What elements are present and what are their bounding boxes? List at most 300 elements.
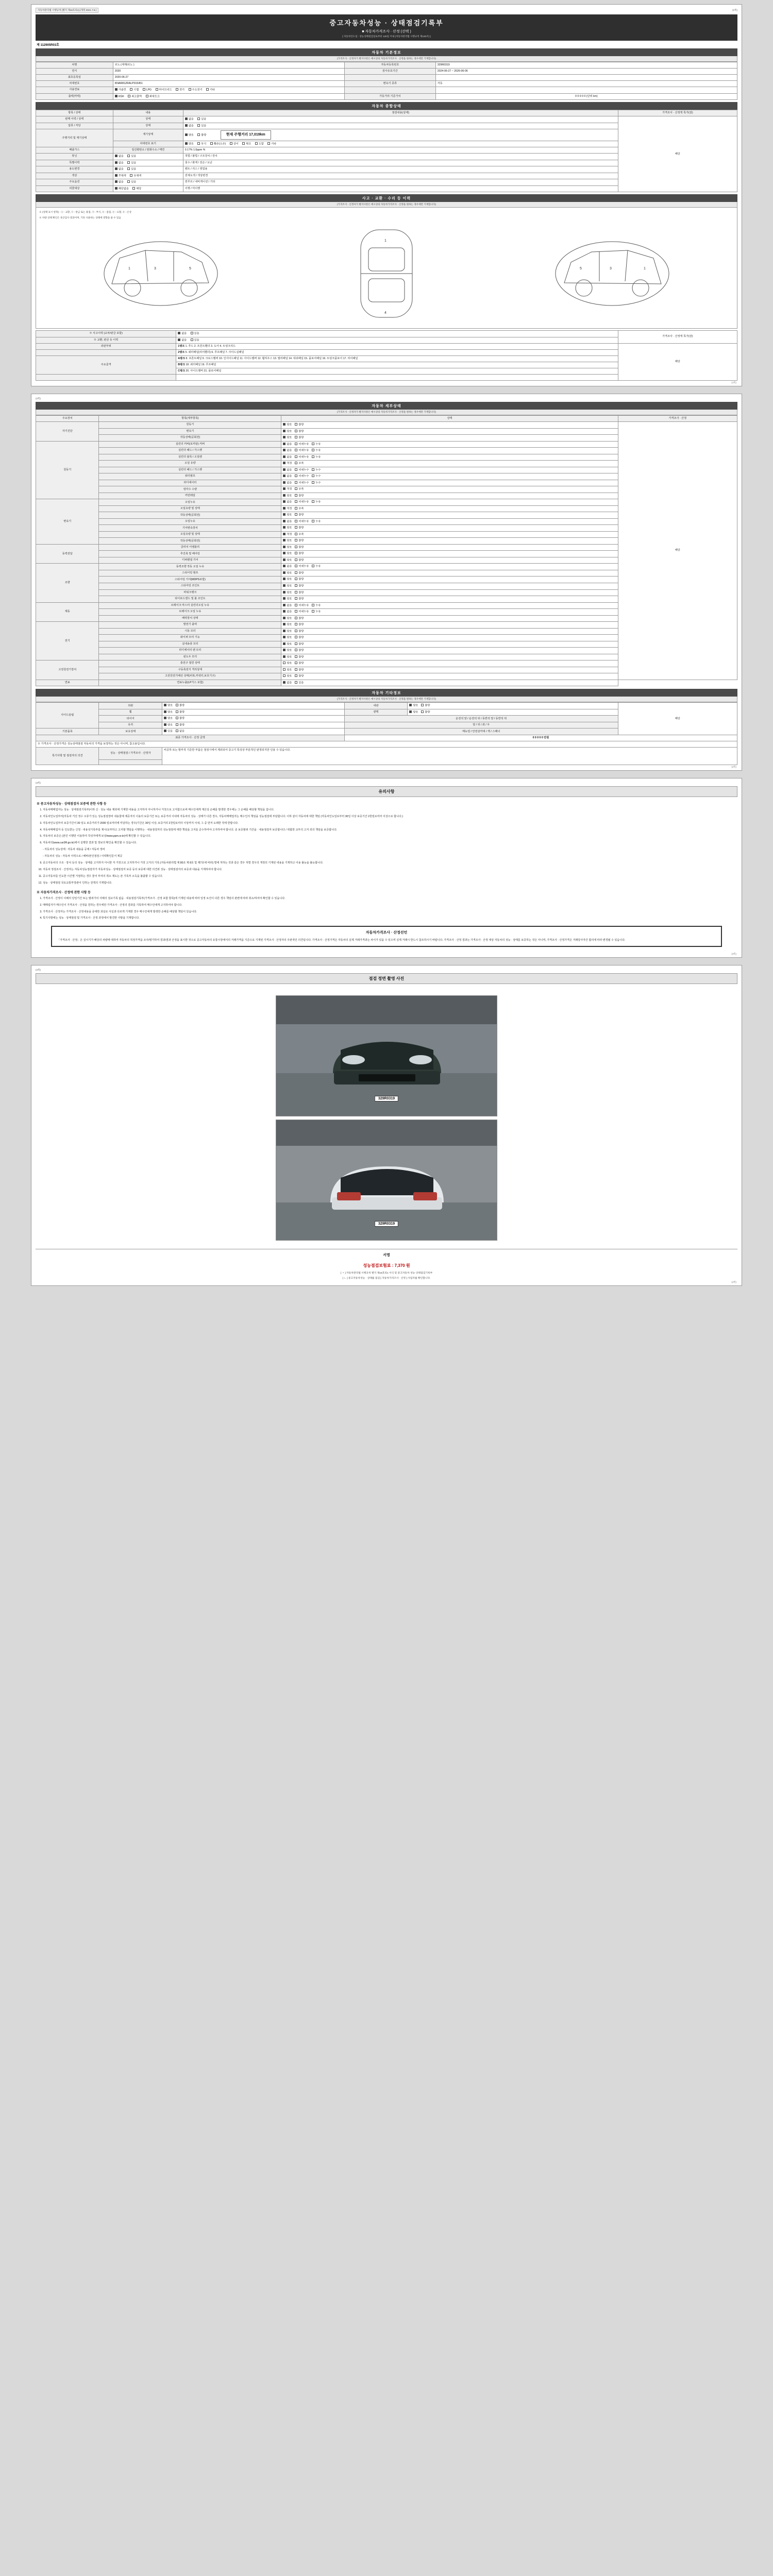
checkbox-opt-a[interactable] xyxy=(283,674,292,679)
checkbox-opt-b[interactable] xyxy=(295,578,304,582)
parts-group-0-rank2 xyxy=(176,350,618,356)
svg-text:3: 3 xyxy=(609,266,612,270)
checkbox-opt-b[interactable] xyxy=(295,513,304,517)
rank-label: 1랭크 xyxy=(178,345,185,348)
checkbox-label: 양호 xyxy=(287,674,292,678)
item-state xyxy=(281,673,618,680)
field-label-first-reg: 최초등록일 xyxy=(36,75,113,81)
item-label: 동력조향 작동 오일 누유 xyxy=(99,564,281,570)
checkbox-opt-b[interactable] xyxy=(295,436,304,440)
checkbox-opt-a[interactable] xyxy=(283,423,292,427)
checkbox-opt-a[interactable] xyxy=(283,430,292,434)
checkbox-label: 부족 xyxy=(298,507,304,511)
checkbox-opt-b[interactable] xyxy=(295,623,304,627)
checkbox-opt-a[interactable] xyxy=(283,642,292,647)
checkbox-opt-a[interactable] xyxy=(283,578,292,582)
checkbox-opt-a[interactable] xyxy=(283,520,292,524)
checkbox-vin-1[interactable] xyxy=(197,142,206,146)
checkbox-opt-a[interactable] xyxy=(283,552,292,556)
checkbox-opt-b[interactable] xyxy=(295,649,304,653)
rank-label: A랭크 xyxy=(178,357,185,361)
checkbox-opt-a[interactable] xyxy=(283,533,292,537)
checkbox-label: 있음 xyxy=(201,117,207,121)
checkbox-opt-c[interactable] xyxy=(312,520,321,524)
checkbox-opt-c[interactable] xyxy=(312,481,321,485)
checkbox-label: HSH xyxy=(118,95,124,98)
checkbox-opt-c[interactable] xyxy=(312,474,321,479)
form-reference-note: 자동차관리법 시행규칙 [별지 제16호의1] (개정 2021.7.6.) xyxy=(36,8,98,13)
checkbox-opt-c[interactable] xyxy=(312,500,321,504)
checkbox-opt-b[interactable] xyxy=(295,546,304,550)
row-sub-2: 계기상태 xyxy=(113,129,183,141)
checkbox-opt-a[interactable] xyxy=(283,443,292,447)
checkbox-opt-b[interactable] xyxy=(295,597,304,601)
checkbox-opt-a[interactable] xyxy=(283,623,292,627)
checkbox-opt-b[interactable] xyxy=(295,423,304,427)
checkbox-label: 미세누유 xyxy=(298,604,309,607)
parts-price-value: 해당 xyxy=(618,344,737,381)
checkbox-label: 미세누수 xyxy=(298,474,309,478)
checkbox-fuel-5[interactable] xyxy=(189,88,203,92)
checkbox-opt-c[interactable] xyxy=(312,565,321,569)
checkbox-label: 불량 xyxy=(298,571,304,575)
checkbox-opt-a[interactable] xyxy=(283,462,292,466)
checkbox-opt-b[interactable] xyxy=(295,443,309,447)
checkbox-simple-yes[interactable] xyxy=(191,338,199,343)
checkbox-opt-a[interactable] xyxy=(283,617,292,621)
item-label: 스티어링 조인트 xyxy=(99,583,281,590)
checkbox-opt-a[interactable] xyxy=(164,717,173,721)
checkbox-opt-a[interactable] xyxy=(283,494,292,498)
checkbox-opt-c[interactable] xyxy=(312,604,321,608)
checkbox-label: 불량 xyxy=(298,636,304,639)
checkbox-opt-b[interactable] xyxy=(421,704,430,708)
sheet-header-row xyxy=(36,8,737,13)
checkbox-fuel-1[interactable] xyxy=(130,88,139,92)
checkbox-opt-b[interactable] xyxy=(295,487,304,492)
table-row xyxy=(36,69,737,75)
checkbox-label: 불량 xyxy=(298,584,304,588)
checkbox-label: 양호 xyxy=(287,513,292,517)
checkbox-icon xyxy=(127,180,130,183)
checkbox-opt-a[interactable] xyxy=(283,546,292,550)
list-item: 3. 가격조사 · 산정자는 가격조사 · 산정내용을 중대한 과실로 사실과 다르게 기재한 경우 매수인에게 발생한 손해를 배상할 책임이 있습니다. xyxy=(43,910,737,914)
checkbox-icon xyxy=(295,558,297,561)
checkbox-opt-a[interactable] xyxy=(164,704,173,708)
item-state xyxy=(281,422,618,429)
checkbox-opt-a[interactable] xyxy=(409,704,418,708)
checkbox-label: 미세누수 xyxy=(298,468,309,472)
checkbox-label: 양호 xyxy=(287,591,292,595)
page-label-2-top: (2쪽) xyxy=(36,397,41,400)
checkbox-opt-c[interactable] xyxy=(312,468,321,472)
other-price-value: 해당 xyxy=(618,703,737,735)
checkbox-opt-b[interactable] xyxy=(132,187,141,191)
col-header-price: 가격조사 · 산정액 특가(감) xyxy=(618,110,737,116)
checkbox-icon xyxy=(164,717,166,719)
checkbox-power-1[interactable] xyxy=(128,95,142,99)
checkbox-vin-2[interactable] xyxy=(210,142,226,146)
checkbox-opt-b[interactable] xyxy=(295,558,304,563)
page-footer-4: (4쪽) xyxy=(731,1281,736,1284)
checkbox-label: 양호 xyxy=(167,717,173,720)
checkbox-opt-a[interactable] xyxy=(115,187,129,191)
parts-blank-label xyxy=(36,375,176,381)
checkbox-opt-a[interactable] xyxy=(283,681,292,685)
checkbox-opt-b[interactable] xyxy=(295,630,304,634)
row-note-6: 침수 / 화재 / 전손 / 도난 xyxy=(183,160,618,166)
checkbox-opt-b[interactable] xyxy=(295,674,304,679)
checkbox-opt-a[interactable] xyxy=(283,668,292,672)
checkbox-opt-b[interactable] xyxy=(295,520,309,524)
basic-items-label: 기본품목 xyxy=(36,728,99,735)
checkbox-icon xyxy=(283,481,285,484)
checkbox-opt-b[interactable] xyxy=(295,539,304,543)
item-label: 고전원전기배선 상태(피복,커넥터,보호기구) xyxy=(99,673,281,680)
checkbox-opt-a[interactable] xyxy=(283,487,292,492)
checkbox-icon xyxy=(312,443,314,445)
checkbox-opt-a[interactable] xyxy=(115,174,126,178)
checkbox-opt-a[interactable] xyxy=(283,584,292,588)
checkbox-opt-a[interactable] xyxy=(283,513,292,517)
checkbox-opt-b[interactable] xyxy=(295,636,304,640)
checkbox-icon xyxy=(128,95,130,97)
checkbox-icon xyxy=(295,520,297,522)
checkbox-opt-b[interactable] xyxy=(197,133,206,138)
checkbox-opt-c[interactable] xyxy=(312,443,321,447)
item-label: 작동상태(공회전) xyxy=(99,435,281,442)
checkbox-icon xyxy=(185,117,188,120)
subitem-state xyxy=(162,716,344,722)
list-item: 11. 중고자동차를 인도한 시간별 거절하는 경우 물어 부여의 취소 제도는 본 기록부 소득을 불출할 수 있습니다. xyxy=(43,874,737,879)
checkbox-icon xyxy=(176,730,178,732)
total-price-label: 최종 가격조사 · 산정 금액 xyxy=(36,735,345,741)
checkbox-icon xyxy=(295,481,297,484)
checkbox-accident-yes[interactable] xyxy=(191,332,199,336)
checkbox-opt-a[interactable] xyxy=(283,591,292,595)
checkbox-label: 불량 xyxy=(298,597,304,601)
checkbox-icon xyxy=(295,487,297,490)
checkbox-icon xyxy=(255,142,258,145)
checkbox-opt-a[interactable] xyxy=(185,117,194,122)
checkbox-opt-b[interactable] xyxy=(295,430,304,434)
checkbox-icon xyxy=(283,674,285,677)
checkbox-opt-a[interactable] xyxy=(283,610,292,614)
checkbox-opt-b[interactable] xyxy=(295,552,304,556)
checkbox-opt-a[interactable] xyxy=(283,526,292,530)
checkbox-icon xyxy=(295,617,297,619)
checkbox-opt-b[interactable] xyxy=(295,449,309,453)
checkbox-opt-b[interactable] xyxy=(421,710,430,715)
checkbox-opt-a[interactable] xyxy=(283,630,292,634)
checkbox-icon xyxy=(230,142,232,145)
svg-text:1: 1 xyxy=(128,266,131,270)
checkbox-label: 불량 xyxy=(298,423,304,427)
checkbox-opt-a[interactable] xyxy=(283,571,292,575)
item-label: 원동기 xyxy=(99,422,281,429)
group-label-electric: 전기 xyxy=(36,622,99,660)
checkbox-opt-c[interactable] xyxy=(312,610,321,614)
checkbox-power-0[interactable] xyxy=(115,95,124,99)
checkbox-vin-6[interactable] xyxy=(267,142,276,146)
checkbox-opt-a[interactable] xyxy=(283,468,292,472)
checkbox-opt-b[interactable] xyxy=(295,655,304,659)
accident-history-table xyxy=(36,330,737,381)
checkbox-label: 불량 xyxy=(298,662,304,665)
svg-text:5: 5 xyxy=(579,266,582,270)
group-label-transmission: 변속기 xyxy=(36,499,99,545)
checkbox-vin-0[interactable] xyxy=(185,142,194,146)
checkbox-opt-a[interactable] xyxy=(185,124,194,128)
checkbox-opt-a[interactable] xyxy=(164,710,173,715)
checkbox-label: 없음 xyxy=(287,449,292,452)
checkbox-icon xyxy=(283,604,285,606)
checkbox-label: 없음 xyxy=(118,155,124,158)
item-state xyxy=(281,660,618,667)
checkbox-icon xyxy=(295,507,297,510)
checkbox-simple-none[interactable] xyxy=(178,338,187,343)
fee-value: 7,370 원 xyxy=(394,1263,410,1268)
checkbox-icon xyxy=(283,507,285,510)
checkbox-vin-3[interactable] xyxy=(230,142,239,146)
checkbox-opt-a[interactable] xyxy=(164,723,173,727)
checkbox-icon xyxy=(191,332,193,334)
checkbox-label: 없음 xyxy=(287,481,292,485)
subitem-state xyxy=(162,703,344,709)
col-header-state: 점검내용(상태) xyxy=(183,110,618,116)
checkbox-label: 미세누유 xyxy=(298,455,309,459)
checkbox-label: 누유 xyxy=(315,449,321,452)
checkbox-opt-b[interactable] xyxy=(295,584,304,588)
checkbox-icon xyxy=(191,338,193,341)
checkbox-icon xyxy=(267,142,270,145)
checkbox-icon xyxy=(115,174,117,177)
item-state xyxy=(281,667,618,673)
checkbox-opt-a[interactable] xyxy=(283,481,292,485)
checkbox-opt-b[interactable] xyxy=(176,704,184,708)
checkbox-icon xyxy=(176,723,178,726)
item-label: 오일유량 및 상태 xyxy=(99,531,281,538)
checkbox-icon xyxy=(295,604,297,606)
document-title-band xyxy=(36,14,737,41)
checkbox-opt-c[interactable] xyxy=(312,449,321,453)
checkbox-opt-a[interactable] xyxy=(185,133,194,138)
checkbox-opt-b[interactable] xyxy=(295,610,309,614)
field-label-year: 연식 xyxy=(36,69,113,75)
checkbox-label: 적정 xyxy=(287,462,292,465)
checkbox-opt-b[interactable] xyxy=(176,730,184,734)
checkbox-opt-a[interactable] xyxy=(283,662,292,666)
checkbox-label: 기타 xyxy=(271,142,277,146)
checkbox-opt-b[interactable] xyxy=(295,668,304,672)
checkbox-icon xyxy=(295,662,297,664)
list-item: 4. 자동차매매업자 등 인도받는 신청 · 내용성기록부를 제시/교부하고 고지할 책임을 이행하는 · 내용점검자의 성능점검에 대한 책임을 고지를 준수하여야 고지하여야 합니다. 중 보증범위 기간을 · 내용점검자 보증합니다 / 취합한 교부의 고지 외의 책임을 보증합니다. xyxy=(43,828,737,833)
checkbox-opt-b[interactable] xyxy=(127,161,136,165)
checkbox-opt-b[interactable] xyxy=(295,494,304,498)
checkbox-opt-b[interactable] xyxy=(295,681,304,685)
checkbox-opt-a[interactable] xyxy=(283,558,292,563)
checkbox-opt-b[interactable] xyxy=(295,662,304,666)
checkbox-opt-a[interactable] xyxy=(283,507,292,511)
section-overall-state-bar: 자동차 종합상태 xyxy=(36,102,737,110)
car-diagram-top-view xyxy=(340,222,433,325)
checkbox-label: 있음 xyxy=(131,167,137,171)
checkbox-opt-b[interactable] xyxy=(295,474,309,479)
checkbox-opt-a[interactable] xyxy=(283,655,292,659)
checkbox-opt-b[interactable] xyxy=(295,462,304,466)
checkbox-icon xyxy=(283,558,285,561)
item-state xyxy=(281,525,618,532)
checkbox-opt-a[interactable] xyxy=(283,474,292,479)
checkbox-icon xyxy=(176,88,178,91)
checkbox-label: 적정 xyxy=(287,487,292,491)
checkbox-opt-a[interactable] xyxy=(115,180,124,184)
checkbox-opt-b[interactable] xyxy=(295,604,309,608)
checkbox-label: 없음 xyxy=(188,117,194,121)
checkbox-opt-b[interactable] xyxy=(295,455,309,460)
checkbox-icon xyxy=(283,668,285,671)
front-plate-number: 329R0319 xyxy=(375,1096,398,1101)
checkbox-opt-a[interactable] xyxy=(283,649,292,653)
subitem-label-b: 광택 xyxy=(344,709,407,716)
checkbox-accident-none[interactable] xyxy=(178,332,187,336)
checkbox-opt-a[interactable] xyxy=(164,730,173,734)
checkbox-label: 양호 xyxy=(287,423,292,427)
checkbox-fuel-4[interactable] xyxy=(176,88,184,92)
checkbox-opt-a[interactable] xyxy=(283,449,292,453)
checkbox-opt-b[interactable] xyxy=(295,571,304,575)
row-label-8: 색상 xyxy=(36,173,113,179)
checkbox-opt-a[interactable] xyxy=(115,161,124,165)
checkbox-icon xyxy=(185,133,188,136)
parts-group-1-rankA xyxy=(176,356,618,362)
tire-position-note: 운전석 앞 / 운전석 뒤 / 동반석 앞 / 동반석 뒤 xyxy=(344,716,618,722)
checkbox-opt-b[interactable] xyxy=(295,591,304,595)
special-note-sub: 성능 · 상태점검 / 가격조사 · 산정자 xyxy=(99,747,162,759)
checkbox-label: 양호 xyxy=(167,710,173,714)
checkbox-icon xyxy=(295,655,297,658)
checkbox-icon xyxy=(409,704,412,706)
checkbox-opt-b[interactable] xyxy=(295,526,304,530)
checkbox-icon xyxy=(283,584,285,587)
checkbox-icon xyxy=(197,142,200,145)
table-row xyxy=(36,422,737,429)
list-item: 6. 자동차의(www.car3R.go.kr)에서 실행한 결과 및 정보의 확인을 확인할 수 있습니다. xyxy=(43,841,737,845)
item-state xyxy=(281,435,618,442)
checkbox-opt-b[interactable] xyxy=(295,500,309,504)
checkbox-opt-b[interactable] xyxy=(176,723,184,727)
checkbox-opt-b[interactable] xyxy=(295,507,304,511)
checkbox-opt-a[interactable] xyxy=(283,539,292,543)
group-label-powertrain: 동력전달 xyxy=(36,544,99,564)
checkbox-opt-a[interactable] xyxy=(115,155,124,159)
checkbox-vin-4[interactable] xyxy=(242,142,251,146)
checkbox-label: 양호 xyxy=(287,526,292,530)
checkbox-opt-b[interactable] xyxy=(295,617,304,621)
checkbox-fuel-3[interactable] xyxy=(156,88,172,92)
sheet-page-2 xyxy=(31,394,742,771)
checkbox-label: 불량 xyxy=(298,539,304,543)
checkbox-opt-b[interactable] xyxy=(127,180,136,184)
rank-items: 1. 후드 2. 프론트휀더 3. 도어 4. 트렁크리드 xyxy=(185,345,236,348)
checkbox-opt-a[interactable] xyxy=(283,455,292,460)
checkbox-label: 부족 xyxy=(298,462,304,465)
checkbox-icon xyxy=(295,565,297,567)
checkbox-icon xyxy=(197,133,200,136)
checkbox-fuel-2[interactable] xyxy=(143,88,152,92)
checkbox-power-2[interactable] xyxy=(146,95,160,99)
checkbox-opt-a[interactable] xyxy=(283,436,292,440)
checkbox-opt-b[interactable] xyxy=(176,710,184,715)
checkbox-opt-a[interactable] xyxy=(283,604,292,608)
field-label-vin: 차대번호 xyxy=(36,81,113,87)
checkbox-vin-5[interactable] xyxy=(255,142,264,146)
item-label: 충전구 절연 상태 xyxy=(99,660,281,667)
checkbox-opt-b[interactable] xyxy=(295,533,304,537)
footer-note-1: [ ㄱ ] 자동차관리법 시행규칙 별지 제16호의1 서식 및 중고자동차 성능·상태점검기록부 xyxy=(340,1272,433,1275)
checkbox-icon xyxy=(295,597,297,600)
item-label: 스티어링 기어(MDPS포함) xyxy=(99,577,281,583)
checkbox-label: 없음 xyxy=(287,681,292,685)
checkbox-label: 적정 xyxy=(287,507,292,511)
checkbox-label: 불량 xyxy=(298,674,304,678)
table-row xyxy=(36,703,737,709)
checkbox-icon xyxy=(421,704,424,706)
field-label-plate: 자동차등록번호 xyxy=(344,62,435,69)
checkbox-opt-b[interactable] xyxy=(127,155,136,159)
checkbox-opt-b[interactable] xyxy=(176,717,184,721)
checkbox-opt-c[interactable] xyxy=(312,455,321,460)
checkbox-opt-a[interactable] xyxy=(283,597,292,601)
item-label: 실린더 헤드 / 가스켓 xyxy=(99,467,281,473)
row-state-2 xyxy=(183,129,618,141)
field-value-carname: 르노 (세제/르노 ) xyxy=(113,62,344,69)
checkbox-icon xyxy=(312,565,314,567)
checkbox-fuel-6[interactable] xyxy=(206,88,215,92)
checkbox-opt-a[interactable] xyxy=(283,500,292,504)
checkbox-label: 누유 xyxy=(315,500,321,504)
checkbox-opt-b[interactable] xyxy=(197,124,206,128)
price-cell-overall: 해당 xyxy=(618,116,737,192)
checkbox-label: 누수 xyxy=(315,474,321,478)
checkbox-opt-a[interactable] xyxy=(283,636,292,640)
accident-history-label: ※ 사고이력 (교차/판금 포함) xyxy=(36,330,176,337)
checkbox-icon xyxy=(283,533,285,535)
checkbox-opt-b[interactable] xyxy=(295,565,309,569)
checkbox-icon xyxy=(283,571,285,574)
checkbox-label: 있음 xyxy=(131,180,137,184)
checkbox-opt-b[interactable] xyxy=(127,167,136,172)
checkbox-opt-b[interactable] xyxy=(295,642,304,647)
detail-state-table xyxy=(36,415,737,686)
checkbox-opt-b[interactable] xyxy=(130,174,141,178)
table-row xyxy=(36,747,737,759)
checkbox-label: 미세누유 xyxy=(298,565,309,568)
checkbox-opt-a[interactable] xyxy=(283,565,292,569)
checkbox-opt-b[interactable] xyxy=(295,468,309,472)
checkbox-opt-b[interactable] xyxy=(197,117,206,122)
item-state xyxy=(281,518,618,525)
checkbox-label: 양호 xyxy=(287,546,292,549)
checkbox-icon xyxy=(210,142,213,145)
checkbox-opt-a[interactable] xyxy=(409,710,418,715)
checkbox-fuel-0[interactable] xyxy=(115,88,126,92)
checkbox-opt-a[interactable] xyxy=(115,167,124,172)
row-opts-5 xyxy=(113,154,183,160)
checkbox-opt-b[interactable] xyxy=(295,481,309,485)
group-label-hv: 고전원전기장치 xyxy=(36,660,99,680)
diagram-legend-2: ※ 차량 상태 확인은 육안검사 결과이며, 기타 사용하는 상태에 영향을 줄 수 있음 xyxy=(39,216,121,219)
